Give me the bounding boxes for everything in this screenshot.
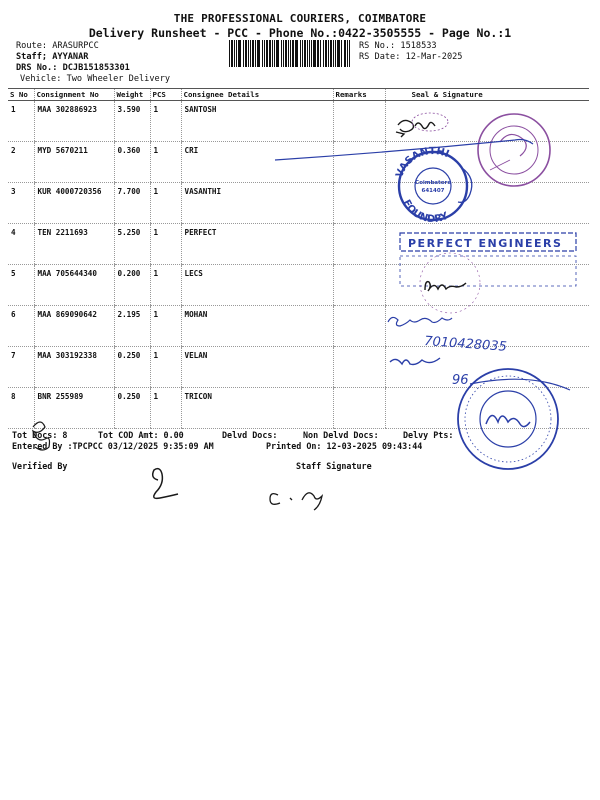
perfect-engineers-stamp (400, 233, 576, 286)
cell-weight: 3.590 (114, 101, 150, 142)
cell-pcs: 1 (150, 388, 181, 429)
vehicle-label: Vehicle: Two Wheeler Delivery (20, 74, 171, 84)
staff-signature-label: Staff Signature (296, 461, 372, 471)
col-pcs: PCS (150, 89, 181, 101)
cell-consignee: SANTOSH (181, 101, 333, 142)
cell-pcs: 1 (150, 347, 181, 388)
total-cod: Tot COD Amt: 0.00 (98, 430, 184, 440)
delivery-points: Delvy Pts: (403, 430, 454, 440)
vasanthi-stamp-pin: 641407 (421, 188, 445, 194)
col-consignee: Consignee Details (181, 89, 333, 101)
cell-consignee: PERFECT (181, 224, 333, 265)
cell-consignment: MAA 869090642 (34, 306, 114, 347)
cell-sno: 7 (8, 347, 34, 388)
drs-number: DRS No.: DCJB151853301 (16, 63, 130, 73)
cell-sno: 3 (8, 183, 34, 224)
cell-pcs: 1 (150, 265, 181, 306)
cell-consignment: KUR 4000720356 (34, 183, 114, 224)
rs-date: RS Date: 12-Mar-2025 (359, 52, 463, 62)
cell-sno: 1 (8, 101, 34, 142)
cell-weight: 0.360 (114, 142, 150, 183)
col-remarks: Remarks (333, 89, 385, 101)
handwritten-phone-2: 96 (452, 373, 469, 388)
runsheet-subtitle: Delivery Runsheet - PCC - Phone No.:0422-3505555 - Page No.:1 (88, 26, 512, 40)
cell-sno: 5 (8, 265, 34, 306)
cell-consignee: TRICON (181, 388, 333, 429)
cell-pcs: 1 (150, 183, 181, 224)
cell-weight: 0.200 (114, 265, 150, 306)
blue-round-seal (458, 369, 570, 469)
cell-pcs: 1 (150, 142, 181, 183)
verified-by-label: Verified By (12, 461, 68, 471)
rs-number: RS No.: 1518533 (359, 41, 437, 51)
non-delivered-docs: Non Delvd Docs: (303, 430, 379, 440)
vasanthi-foundry-stamp (394, 146, 471, 225)
cell-sno: 4 (8, 224, 34, 265)
perfect-engineers-text: PERFECT ENGINEERS (408, 237, 563, 250)
cell-consignee: VASANTHI (181, 183, 333, 224)
cell-pcs: 1 (150, 101, 181, 142)
cell-consignee: CRI (181, 142, 333, 183)
cell-pcs: 1 (150, 224, 181, 265)
staff-label: Staff; AYYANAR (16, 52, 89, 62)
cell-consignment: MAA 705644340 (34, 265, 114, 306)
total-docs: Tot Docs: 8 (12, 430, 68, 440)
cell-sno: 8 (8, 388, 34, 429)
cell-consignment: BNR 255989 (34, 388, 114, 429)
verified-by-signature (153, 469, 178, 499)
signature-row-5 (420, 253, 480, 313)
vasanthi-stamp-top: VASANTHI (394, 145, 451, 180)
vasanthi-stamp-bottom: FOUNDRY (400, 198, 450, 226)
cell-consignment: MAA 302886923 (34, 101, 114, 142)
signature-row-7 (390, 358, 440, 365)
cell-consignee: VELAN (181, 347, 333, 388)
entered-by: Entered By :TPCPCC 03/12/2025 9:35:09 AM (12, 441, 214, 451)
delivered-docs: Delvd Docs: (222, 430, 278, 440)
col-consignment: Consignment No (34, 89, 114, 101)
vasanthi-stamp-city: Coimbatore (415, 180, 451, 186)
col-seal-signature: Seal & Signature (385, 89, 589, 101)
cell-sno: 6 (8, 306, 34, 347)
scribble-tot-docs (33, 422, 50, 450)
cell-weight: 0.250 (114, 388, 150, 429)
cell-consignment: TEN 2211693 (34, 224, 114, 265)
col-sno: S No (8, 89, 34, 101)
cell-weight: 7.700 (114, 183, 150, 224)
cell-weight: 2.195 (114, 306, 150, 347)
cell-consignee: LECS (181, 265, 333, 306)
staff-signature (270, 493, 322, 510)
cell-consignment: MAA 303192338 (34, 347, 114, 388)
col-weight: Weight (114, 89, 150, 101)
cell-pcs: 1 (150, 306, 181, 347)
signature-line-row-2 (275, 140, 533, 161)
cell-sno: 2 (8, 142, 34, 183)
cell-weight: 0.250 (114, 347, 150, 388)
route-label: Route: ARASURPCC (16, 41, 99, 51)
handwritten-phone: 7010428035 (423, 334, 508, 355)
company-title: THE PROFESSIONAL COURIERS, COIMBATORE (173, 12, 427, 25)
purple-round-stamp (478, 114, 550, 186)
handwritten-row-6 (388, 317, 452, 326)
signature-row-1 (396, 113, 448, 137)
cell-consignment: MYD 5670211 (34, 142, 114, 183)
cell-weight: 5.250 (114, 224, 150, 265)
printed-on: Printed On: 12-03-2025 09:43:44 (266, 441, 423, 451)
cell-consignee: MOHAN (181, 306, 333, 347)
